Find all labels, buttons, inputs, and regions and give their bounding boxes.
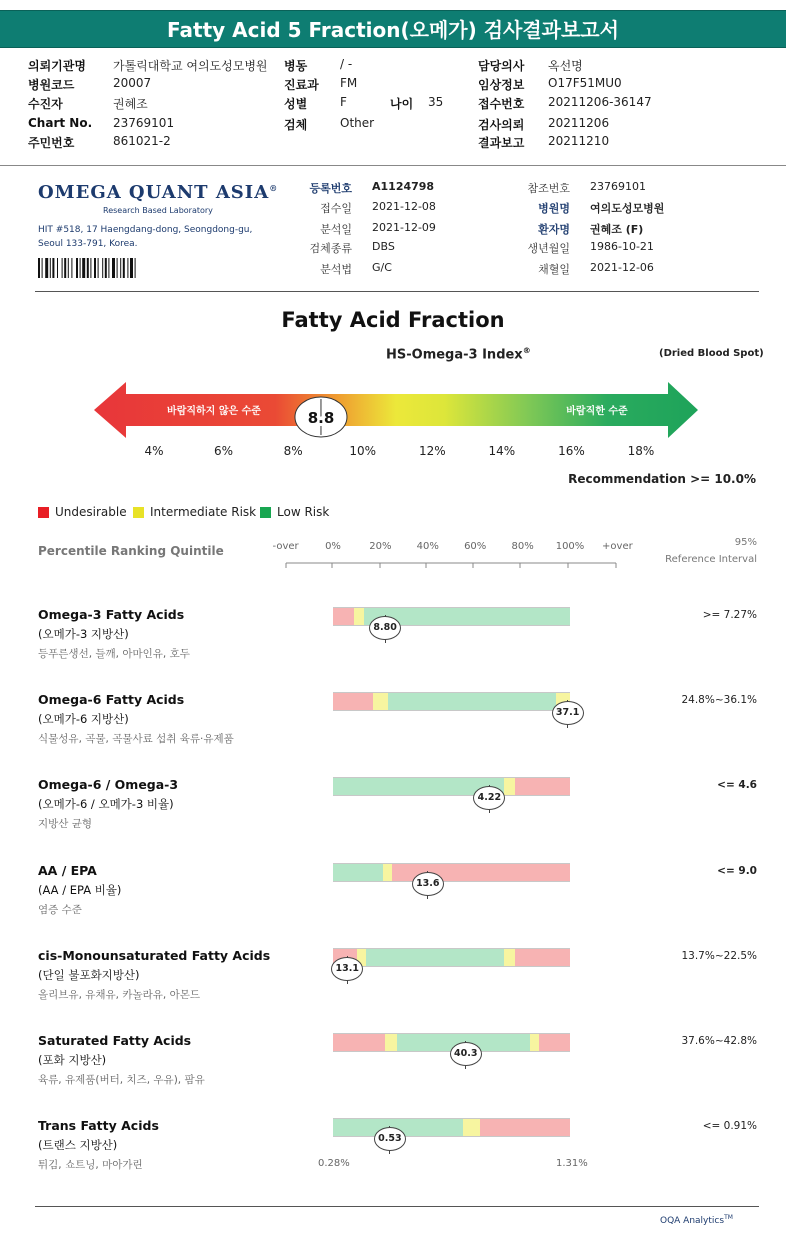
barcode-bar <box>87 258 89 278</box>
info-value: O17F51MU0 <box>548 76 622 90</box>
lab-info-label: 참조번호 <box>527 182 570 195</box>
lab-info-label: 분석일 <box>320 223 352 236</box>
lab-info-label: 등록번호 <box>309 182 352 195</box>
barcode-bar <box>127 258 128 278</box>
legend-label: Undesirable <box>55 505 127 519</box>
row-food-sources: 올리브유, 유채유, 카놀라유, 아몬드 <box>38 989 201 1001</box>
gauge-tick-label: 8% <box>283 444 303 458</box>
bar-segment <box>504 949 516 966</box>
row-reference-interval: <= 0.91% <box>702 1120 757 1132</box>
gauge-tick-label: 6% <box>214 444 234 458</box>
barcode-bar <box>90 258 91 278</box>
main-title: Fatty Acid Fraction <box>281 308 505 332</box>
info-value: 20211206-36147 <box>548 95 652 109</box>
row-food-sources: 식물성유, 곡물, 곡물사료 섭취 육류·유제품 <box>38 733 234 745</box>
row-reference-interval: <= 4.6 <box>717 779 757 791</box>
info-label: 수진자 <box>28 97 63 111</box>
info-value: Other <box>340 116 375 130</box>
gauge-tick-label: 14% <box>488 444 516 458</box>
result-marker: 13.6 <box>412 872 444 896</box>
info-value: 옥선명 <box>548 59 583 73</box>
age-value: 35 <box>428 95 444 109</box>
row-korean-name: (오메가-6 지방산) <box>38 712 129 726</box>
info-label: 접수번호 <box>478 97 525 111</box>
legend-swatch <box>260 507 271 518</box>
row-name: Saturated Fatty Acids <box>38 1033 192 1048</box>
info-label: 의뢰기관명 <box>28 59 86 73</box>
row-reference-interval: 13.7%~22.5% <box>681 950 757 962</box>
info-label: Chart No. <box>28 116 93 130</box>
row-name: Omega-6 Fatty Acids <box>38 692 185 707</box>
info-label: 결과보고 <box>478 136 525 150</box>
info-value: 23769101 <box>113 116 175 130</box>
bar-segment <box>366 949 503 966</box>
info-value: F <box>340 95 347 109</box>
bar-segment <box>530 1034 539 1051</box>
barcode-bar <box>135 258 136 278</box>
info-label: 주민번호 <box>28 136 75 150</box>
lab-info-value: 1986-10-21 <box>590 240 654 253</box>
lab-info-label: 병원명 <box>538 202 570 215</box>
lab-info-value: 권혜조 (F) <box>590 223 644 236</box>
row-korean-name: (트랜스 지방산) <box>38 1138 118 1152</box>
info-value: 20211206 <box>548 116 610 130</box>
lab-info-value: 23769101 <box>590 180 646 193</box>
info-label: 검사의뢰 <box>478 118 525 132</box>
lab-info-label: 접수일 <box>320 202 352 215</box>
row-reference-interval: 37.6%~42.8% <box>681 1035 757 1047</box>
gauge-value-marker <box>295 397 347 437</box>
gauge-left-text: 바람직하지 않은 수준 <box>167 406 261 417</box>
gauge-right-text: 바람직한 수준 <box>566 406 628 417</box>
info-value: 20007 <box>113 76 152 90</box>
row-name: cis-Monounsaturated Fatty Acids <box>38 948 271 963</box>
result-bar <box>333 1118 570 1137</box>
bar-segment <box>480 1119 570 1136</box>
lab-subtitle: Research Based Laboratory <box>103 206 213 215</box>
barcode-bar <box>80 258 81 278</box>
index-title: HS-Omega-3 Index® <box>386 346 531 363</box>
row-korean-name: (단일 불포화지방산) <box>38 968 140 982</box>
barcode-bar <box>71 258 72 278</box>
result-bar <box>333 863 570 882</box>
row-korean-name: (오메가-3 지방산) <box>38 627 129 641</box>
ref-head-interval: Reference Interval <box>665 554 757 565</box>
barcode-bar <box>117 258 118 278</box>
legend-label: Intermediate Risk <box>150 505 257 519</box>
barcode-bar <box>120 258 121 278</box>
info-value: 861021-2 <box>113 134 171 148</box>
info-label: 병원코드 <box>28 78 75 92</box>
barcode-bar <box>50 258 51 278</box>
gauge-value: 8.8 <box>307 409 335 427</box>
barcode-bar <box>38 258 40 278</box>
barcode-bar <box>130 258 133 278</box>
bar-segment <box>333 864 383 881</box>
barcode-bar <box>68 258 69 278</box>
trans-axis-min: 0.28% <box>318 1158 350 1169</box>
legend-label: Low Risk <box>277 505 330 519</box>
row-reference-interval: >= 7.27% <box>702 609 757 621</box>
percentile-tick-label: 40% <box>416 541 439 552</box>
info-label: 병동 <box>284 59 308 73</box>
row-korean-name: (AA / EPA 비율) <box>38 883 122 897</box>
row-reference-interval: <= 9.0 <box>717 865 757 877</box>
barcode-bar <box>42 258 43 278</box>
lab-logo: OMEGA QUANT ASIA® <box>38 182 279 203</box>
result-bar <box>333 607 570 626</box>
lab-info-label: 생년월일 <box>527 242 570 255</box>
row-name: Omega-3 Fatty Acids <box>38 607 185 622</box>
row-korean-name: (포화 지방산) <box>38 1053 107 1067</box>
age-label: 나이 <box>390 97 414 111</box>
bar-segment <box>515 778 570 795</box>
result-marker: 8.80 <box>369 616 401 640</box>
row-reference-interval: 24.8%~36.1% <box>681 694 757 706</box>
info-value: 20211210 <box>548 134 610 148</box>
bar-segment <box>388 693 556 710</box>
gauge-tick-label: 16% <box>558 444 585 458</box>
bar-segment <box>504 778 516 795</box>
barcode <box>38 258 174 278</box>
gauge-tick-label: 12% <box>418 444 446 458</box>
result-marker: 13.1 <box>331 957 363 981</box>
lab-info-label: 분석법 <box>320 263 352 276</box>
percentile-tick-label: +over <box>602 541 633 552</box>
info-value: 가톨릭대학교 여의도성모병원 <box>113 59 268 73</box>
lab-info-value: 여의도성모병원 <box>590 202 665 215</box>
footer-brand: OQA Analytics™ <box>660 1214 733 1226</box>
lab-info-label: 채혈일 <box>538 263 570 276</box>
row-food-sources: 튀김, 쇼트닝, 마아가린 <box>38 1159 143 1171</box>
row-food-sources: 염증 수준 <box>38 904 82 916</box>
result-bar <box>333 948 570 967</box>
bar-segment <box>354 608 363 625</box>
result-bar <box>333 777 570 796</box>
barcode-bar <box>105 258 107 278</box>
legend-swatch <box>133 507 144 518</box>
bar-segment <box>463 1119 480 1136</box>
bar-segment <box>333 1034 385 1051</box>
row-name: Omega-6 / Omega-3 <box>38 777 179 792</box>
lab-info-value: A1124798 <box>372 180 435 193</box>
bar-segment <box>333 693 373 710</box>
percentile-title: Percentile Ranking Quintile <box>38 544 224 558</box>
lab-info-value: G/C <box>372 261 392 274</box>
bar-segment <box>385 1034 397 1051</box>
info-label: 성별 <box>284 97 308 111</box>
percentile-tick-label: 20% <box>369 541 392 552</box>
info-label: 진료과 <box>284 78 319 92</box>
percentile-tick-label: 0% <box>325 541 341 552</box>
recommendation: Recommendation >= 10.0% <box>568 472 756 486</box>
barcode-bar <box>94 258 96 278</box>
barcode-bar <box>102 258 103 278</box>
barcode-bar <box>112 258 115 278</box>
report-title: Fatty Acid 5 Fraction(오메가) 검사결과보고서 <box>0 10 786 48</box>
legend-swatch <box>38 507 49 518</box>
gauge-tick-label: 10% <box>349 444 377 458</box>
barcode-bar <box>62 258 63 278</box>
percentile-axis <box>284 560 618 568</box>
barcode-bar <box>82 258 85 278</box>
row-name: AA / EPA <box>38 863 97 878</box>
bar-segment <box>539 1034 570 1051</box>
barcode-bar <box>57 258 58 278</box>
percentile-tick-label: 80% <box>511 541 534 552</box>
row-food-sources: 지방산 균형 <box>38 818 93 830</box>
gauge-tick-label: 18% <box>627 444 655 458</box>
result-marker: 37.1 <box>552 701 584 725</box>
percentile-tick-label: -over <box>272 541 299 552</box>
result-bar <box>333 692 570 711</box>
row-food-sources: 육류, 유제품(버터, 치즈, 우유), 팜유 <box>38 1074 205 1086</box>
result-marker: 4.22 <box>473 786 505 810</box>
ref-head-95: 95% <box>734 537 757 548</box>
lab-info-label: 검체종류 <box>309 242 352 255</box>
bar-segment <box>515 949 570 966</box>
info-label: 검체 <box>284 118 308 132</box>
barcode-bar <box>108 258 109 278</box>
info-label: 담당의사 <box>478 59 525 73</box>
barcode-bar <box>45 258 48 278</box>
info-label: 임상정보 <box>478 78 525 92</box>
lab-info-value: 2021-12-09 <box>372 221 436 234</box>
trans-axis-max: 1.31% <box>556 1158 588 1169</box>
barcode-bar <box>52 258 54 278</box>
lab-info-value: 2021-12-08 <box>372 200 436 213</box>
sample-note: (Dried Blood Spot) <box>659 348 764 359</box>
row-food-sources: 등푸른생선, 들깨, 아마인유, 호두 <box>38 648 190 660</box>
footer-divider <box>35 1206 759 1207</box>
lab-divider <box>35 291 759 292</box>
row-korean-name: (오메가-6 / 오메가-3 비율) <box>38 797 174 811</box>
lab-address-line2: Seoul 133-791, Korea. <box>38 239 138 249</box>
omega3-index-gauge <box>94 378 700 442</box>
lab-info-label: 환자명 <box>538 223 570 236</box>
bar-segment <box>373 693 387 710</box>
row-name: Trans Fatty Acids <box>38 1118 159 1133</box>
bar-segment <box>383 864 392 881</box>
info-value: 권혜조 <box>113 97 148 111</box>
info-value: / - <box>340 57 353 71</box>
percentile-tick-label: 100% <box>555 541 585 552</box>
result-marker: 40.3 <box>450 1042 482 1066</box>
lab-address-line1: HIT #518, 17 Haengdang-dong, Seongdong-gu, <box>38 225 253 235</box>
barcode-bar <box>98 258 99 278</box>
header-divider <box>0 165 786 166</box>
gauge-tick-label: 4% <box>144 444 164 458</box>
info-value: FM <box>340 76 358 90</box>
barcode-bar <box>76 258 78 278</box>
bar-segment <box>333 608 354 625</box>
lab-info-value: DBS <box>372 240 395 253</box>
barcode-bar <box>123 258 125 278</box>
result-marker: 0.53 <box>374 1127 406 1151</box>
lab-info-value: 2021-12-06 <box>590 261 654 274</box>
percentile-tick-label: 60% <box>464 541 487 552</box>
barcode-bar <box>64 258 66 278</box>
